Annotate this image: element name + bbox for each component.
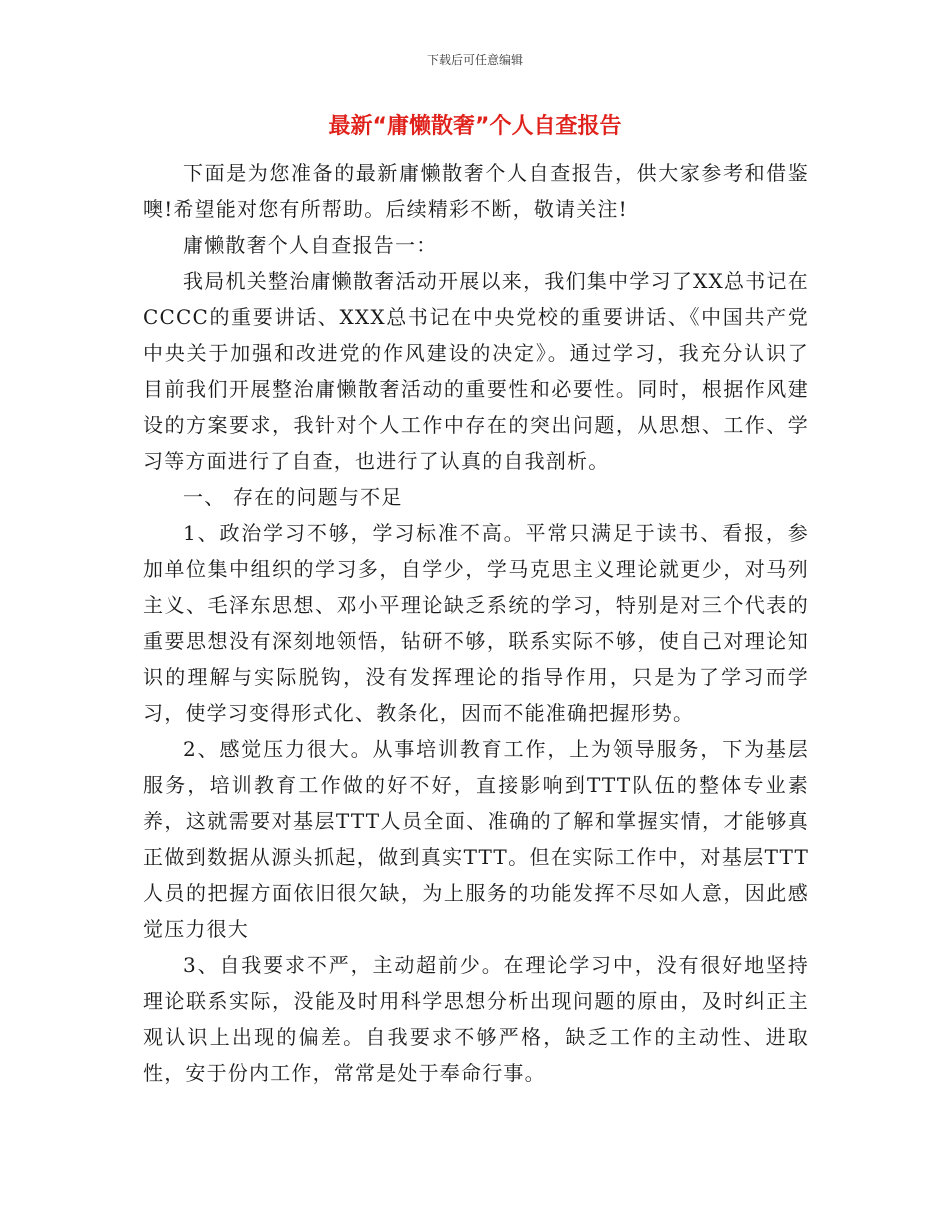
document-body [143, 155, 809, 1091]
document-title: 最新“庸懒散奢”个人自查报告 [328, 114, 622, 139]
page-header-note: 下载后可任意编辑 [426, 53, 523, 67]
section-heading-report-one: 庸懒散奢个人自查报告一： [183, 233, 438, 257]
problem-item-2: 2、感觉压力很大。从事培训教育工作，上为领导服务，下为基层服务，培训教育工作做的好不好，直接影响到TTT队伍的整体专业素养，这就需要对基层TTT人员全面、准确的了解和掌握实情，才能够真正做到数据从源头抓起，做到真实TTT。但在实际工作中，对基层TTT人员的把握方面依旧很欠缺，为上服务的功能发挥不尽如人意，因此感觉压力很大 [143, 737, 809, 941]
body-paragraph: 我局机关整治庸懒散奢活动开展以来，我们集中学习了XX总书记在CCCC的重要讲话、XXX总书记在中央党校的重要讲话、《中国共产党中央关于加强和改进党的作风建设的决定》。通过学习，我充分认识了目前我们开展整治庸懒散奢活动的重要性和必要性。同时，根据作风建设的方案要求，我针对个人工作中存在的突出问题，从思想、工作、学习等方面进行了自查，也进行了认真的自我剖析。 [143, 269, 809, 473]
intro-paragraph: 下面是为您准备的最新庸懒散奢个人自查报告，供大家参考和借鉴噢!希望能对您有所帮助。后续精彩不断，敬请关注! [143, 161, 809, 221]
section-heading-problems: 一、 存在的问题与不足 [183, 485, 403, 509]
problem-item-1: 1、政治学习不够，学习标准不高。平常只满足于读书、看报，参加单位集中组织的学习多，自学少，学马克思主义理论就更少，对马列主义、毛泽东思想、邓小平理论缺乏系统的学习，特别是对三个代表的重要思想没有深刻地领悟，钻研不够，联系实际不够，使自己对理论知识的理解与实际脱钩，没有发挥理论的指导作用，只是为了学习而学习，使学习变得形式化、教条化，因而不能准确把握形势。 [143, 521, 809, 725]
problem-item-3: 3、自我要求不严，主动超前少。在理论学习中，没有很好地坚持理论联系实际，没能及时用科学思想分析出现问题的原由，及时纠正主观认识上出现的偏差。自我要求不够严格，缺乏工作的主动性、进取性，安于份内工作，常常是处于奉命行事。 [143, 953, 809, 1085]
